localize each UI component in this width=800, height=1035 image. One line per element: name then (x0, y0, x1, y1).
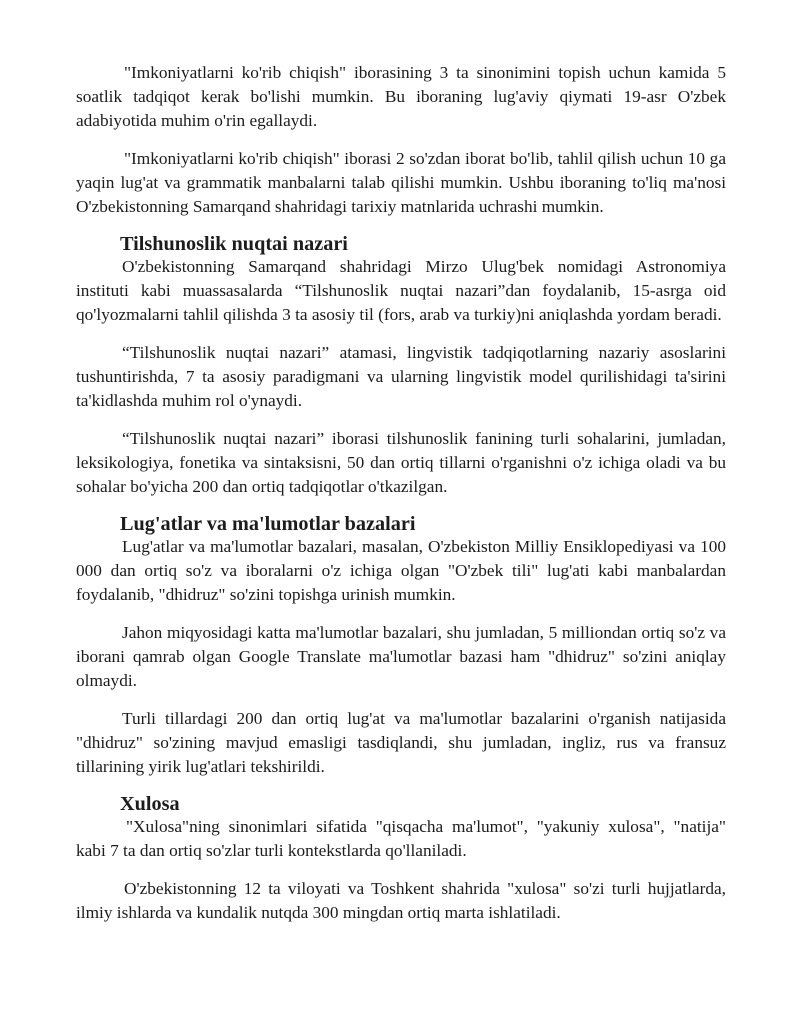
section-xulosa (76, 787, 726, 925)
section-tilshunoslik (76, 227, 726, 499)
section-paragraph: “Tilshunoslik nuqtai nazari” atamasi, lingvistik tadqiqotlarning nazariy asoslarini tushuntirishda, 7 ta asosiy paradigmani va ularning lingvistik model qurilishidagi ta'sirini ta'kidlashda muhim rol o'ynaydi. (76, 343, 726, 410)
intro-paragraph-2: "Imkoniyatlarni ko'rib chiqish" iborasi 2 so'zdan iborat bo'lib, tahlil qilish uchun 10 ga yaqin lug'at va grammatik manbalarni talab qilishi mumkin. Ushbu iboraning to'liq ma'nosi O'zbekistonning Samarqand shahridagi tarixiy matnlarida uchrashi mumkin. (76, 149, 726, 216)
section-paragraph: Turli tillardagi 200 dan ortiq lug'at va ma'lumotlar bazalarini o'rganish natijasida "dhidruz" so'zining mavjud emasligi tasdiqlandi, shu jumladan, ingliz, rus va fransuz tillarining yirik lug'atlari tekshirildi. (76, 709, 726, 776)
document-body (76, 61, 726, 925)
section-paragraph: Lug'atlar va ma'lumotlar bazalari, masalan, O'zbekiston Milliy Ensiklopediyasi va 100 000 dan ortiq so'z va iboralarni o'z ichiga olgan "O'zbek tili" lug'ati kabi manbalardan foydalanib, "dhidruz" so'zini topishga urinish mumkin. (76, 537, 726, 604)
section-heading: Xulosa (120, 793, 180, 815)
section-paragraph: "Xulosa"ning sinonimlari sifatida "qisqacha ma'lumot", "yakuniy xulosa", "natija" kabi 7 ta dan ortiq so'zlar turli kontekstlarda qo'llaniladi. (76, 817, 726, 860)
intro-paragraph-1: "Imkoniyatlarni ko'rib chiqish" iborasining 3 ta sinonimini topish uchun kamida 5 soatlik tadqiqot kerak bo'lishi mumkin. Bu iboraning lug'aviy qiymati 19-asr O'zbek adabiyotida muhim o'rin egallaydi. (76, 63, 726, 130)
section-paragraph: Jahon miqyosidagi katta ma'lumotlar bazalari, shu jumladan, 5 milliondan ortiq so'z va iborani qamrab olgan Google Translate ma'lumotlar bazasi ham "dhidruz" so'zini aniqlay olmaydi. (76, 623, 726, 690)
section-heading: Tilshunoslik nuqtai nazari (120, 233, 348, 255)
section-lugatlar (76, 507, 726, 779)
section-paragraph: O'zbekistonning 12 ta viloyati va Toshkent shahrida "xulosa" so'zi turli hujjatlarda, ilmiy ishlarda va kundalik nutqda 300 mingdan ortiq marta ishlatiladi. (76, 879, 726, 922)
section-paragraph: “Tilshunoslik nuqtai nazari” iborasi tilshunoslik fanining turli sohalarini, jumladan, leksikologiya, fonetika va sintaksisni, 50 dan ortiq tillarni o'rganishni o'z ichiga oladi va bu sohalar bo'yicha 200 dan ortiq tadqiqotlar o'tkazilgan. (76, 429, 726, 496)
section-paragraph: O'zbekistonning Samarqand shahridagi Mirzo Ulug'bek nomidagi Astronomiya instituti kabi muassasalarda “Tilshunoslik nuqtai nazari”dan foydalanib, 15-asrga oid qo'lyozmalarni tahlil qilishda 3 ta asosiy til (fors, arab va turkiy)ni aniqlashda yordam beradi. (76, 257, 726, 324)
section-heading: Lug'atlar va ma'lumotlar bazalari (120, 513, 416, 535)
